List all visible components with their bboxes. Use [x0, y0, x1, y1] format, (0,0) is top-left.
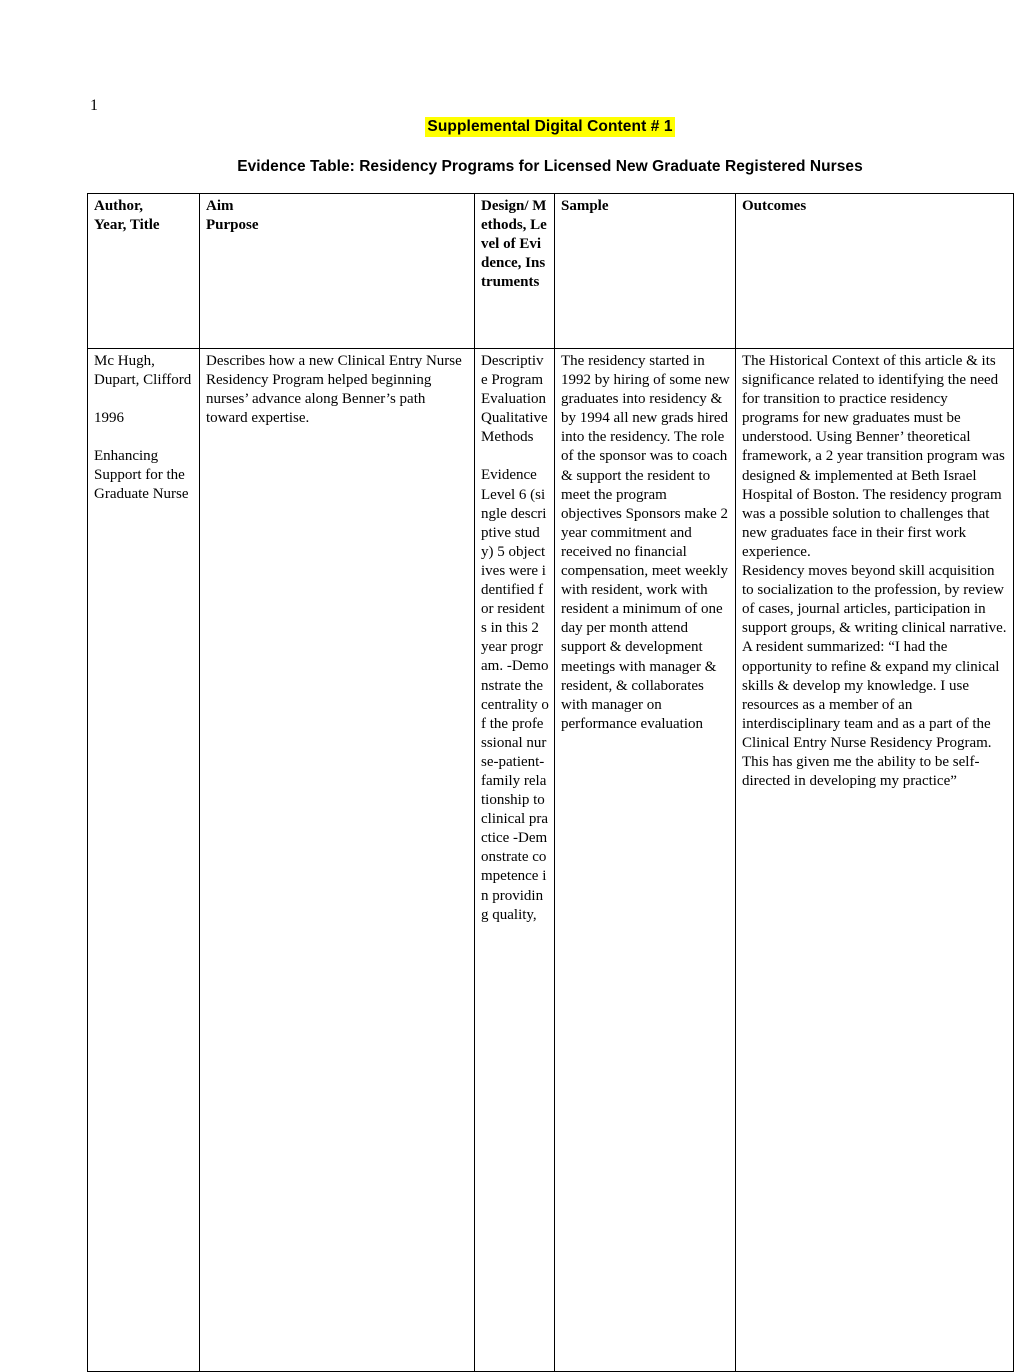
author-year: 1996	[94, 410, 124, 427]
column-header-sample	[555, 194, 736, 349]
column-header-outcomes	[736, 194, 1014, 349]
author-names: Mc Hugh, Dupart, Clifford	[94, 353, 192, 389]
spacer	[94, 390, 194, 409]
cell-sample	[555, 349, 736, 1372]
table-row	[88, 349, 1014, 1372]
spacer	[481, 447, 549, 466]
page-number: 1	[90, 97, 98, 114]
design-methods-text: Descriptive Program Evaluation Qualitative Methods	[481, 353, 548, 446]
outcomes-historical-context-text: The Historical Context of this article & its significance related to identifying the need for transition to practice residency programs for new graduates must be understood. Using Benner’ theoretical framework, a 2 year transition program was designed & implemented at Beth Israel Hospital of Boston. The residency program was a possible solution to challenges that new graduates face in their first work experience.	[742, 353, 1005, 560]
document-subtitle: Evidence Table: Residency Programs for Licensed New Graduate Registered Nurses	[237, 158, 863, 175]
spacer	[94, 428, 194, 447]
evidence-level-and-objectives-text: Evidence Level 6 (single descriptive study) 5 objectives were identified for residents in this 2 year program. -Demonstrate the centrality of the professional nurse-patient-family relationship to clinical practice -Demonstrate competence in providing quality,	[481, 467, 549, 923]
cell-author-year-title	[88, 349, 200, 1372]
cell-outcomes	[736, 349, 1014, 1372]
outcomes-residency-socialization-text: Residency moves beyond skill acquisition to socialization to the profession, by review of cases, journal articles, participation in support groups, & writing clinical narrative. A resident summarized: “I had the opportunity to refine & expand my clinical skills & develop my knowledge. I use resources as a member of an interdisciplinary team and as a part of the Clinical Entry Nurse Residency Program. This has given me the ability to be self-directed in developing my practice”	[742, 563, 1007, 790]
document-title-highlighted-text: Supplemental Digital Content # 1	[427, 118, 673, 135]
column-header-author-line2: Year, Title	[94, 217, 160, 234]
column-header-outcomes-text: Outcomes	[742, 198, 807, 214]
column-header-aim-line1: Aim	[206, 198, 234, 214]
column-header-design-methods	[475, 194, 555, 349]
aim-purpose-text: Describes how a new Clinical Entry Nurse Residency Program helped beginning nurses’ advance along Benner’s path toward expertise.	[206, 353, 462, 427]
column-header-author-line1: Author,	[94, 198, 144, 214]
column-header-sample-text: Sample	[561, 198, 609, 214]
sample-text: The residency started in 1992 by hiring of some new graduates into residency & by 1994 all new grads hired into the residency. The role of the sponsor was to coach & support the resident to meet the program objectives Sponsors make 2 year commitment and received no financial compensation, meet weekly with resident, work with resident a minimum of one day per month attend support & development meetings with manager & resident, & collaborates with manager on performance evaluation	[561, 353, 730, 732]
cell-aim-purpose	[200, 349, 475, 1372]
column-header-aim-line2: Purpose	[206, 217, 259, 234]
evidence-table	[87, 193, 1014, 1372]
table-header-row	[88, 194, 1014, 349]
author-article-title: Enhancing Support for the Graduate Nurse	[94, 448, 189, 503]
column-header-author	[88, 194, 200, 349]
column-header-design-methods-text: Design/ Methods, Level of Evidence, Instruments	[481, 198, 547, 291]
document-title	[87, 117, 1013, 137]
cell-design-methods	[475, 349, 555, 1372]
column-header-aim	[200, 194, 475, 349]
